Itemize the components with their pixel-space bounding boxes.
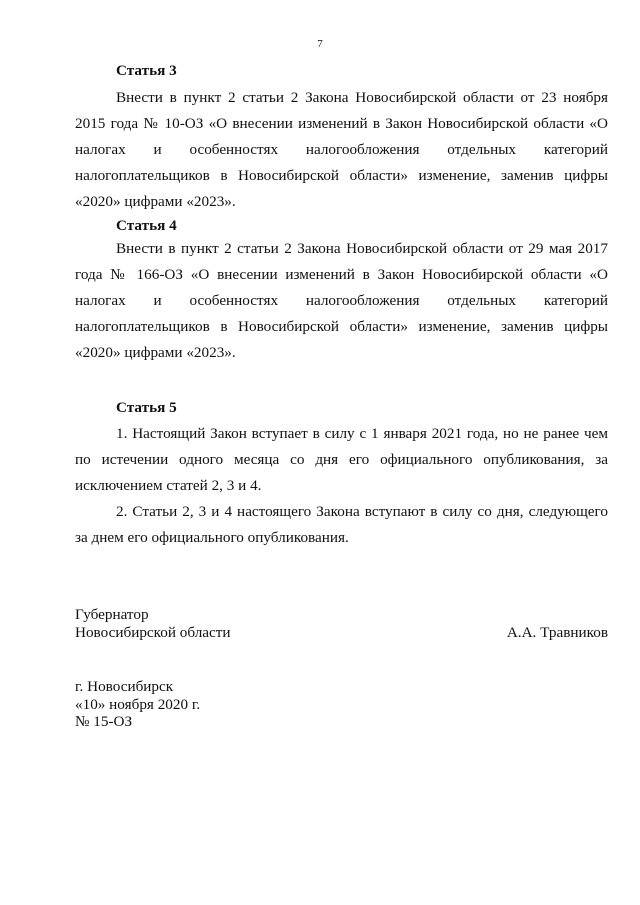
place-city: г. Новосибирск <box>75 678 174 695</box>
signatory-name: А.А. Травников <box>506 624 608 641</box>
article-3-heading: Статья 3 <box>116 62 177 79</box>
signatory-position-line-1: Губернатор <box>75 606 149 623</box>
article-5-paragraph-2: 2. Статьи 2, 3 и 4 настоящего Закона вступают в силу со дня, следующего за днем его официального опубликования. <box>75 503 608 546</box>
article-3-body <box>75 85 608 215</box>
signatory-position-line-2: Новосибирской области <box>75 624 231 641</box>
signature-block <box>75 606 608 642</box>
signature-line <box>75 624 608 642</box>
article-5-heading: Статья 5 <box>116 399 177 416</box>
article-5-body <box>75 421 608 551</box>
place-date-block <box>75 678 200 731</box>
article-4-body <box>75 236 608 366</box>
article-5-paragraph-1: 1. Настоящий Закон вступает в силу с 1 января 2021 года, но не ранее чем по истечении одного месяца со дня его официального опубликования, за исключением статей 2, 3 и 4. <box>75 425 608 494</box>
article-3-paragraph: Внести в пункт 2 статьи 2 Закона Новосибирской области от 23 ноября 2015 года № 10-ОЗ «О внесении изменений в Закон Новосибирской области «О налогах и особенностях налогообложения отдельных категорий налогоплательщиков в Новосибирской области» изменение, заменив цифры «2020» цифрами «2023». <box>75 89 608 210</box>
law-date: «10» ноября 2020 г. <box>75 695 201 713</box>
article-4-paragraph: Внести в пункт 2 статьи 2 Закона Новосибирской области от 29 мая 2017 года № 166-ОЗ «О внесении изменений в Закон Новосибирской области «О налогах и особенностях налогообложения отдельных категорий налогоплательщиков в Новосибирской области» изменение, заменив цифры «2020» цифрами «2023». <box>75 240 608 361</box>
law-number: № 15-ОЗ <box>75 713 133 730</box>
page-number: 7 <box>317 38 323 50</box>
article-4-heading: Статья 4 <box>116 217 177 234</box>
